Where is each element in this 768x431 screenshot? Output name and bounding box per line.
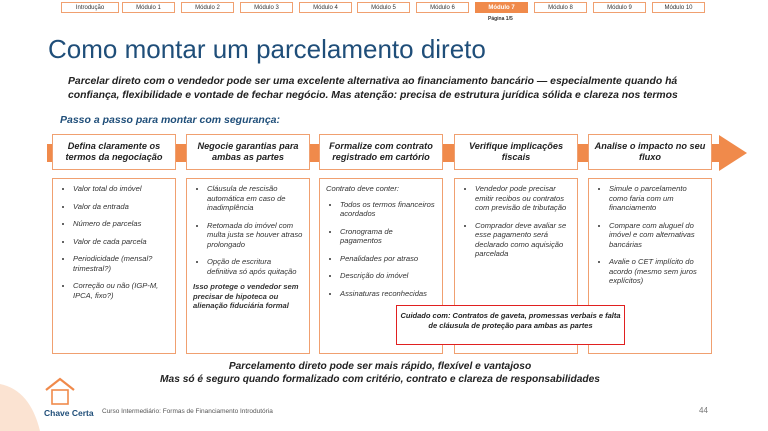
footer-decoration — [0, 370, 100, 431]
list-item: • Opção de escritura definitiva só após quitação — [207, 257, 303, 276]
tab-introducao[interactable]: Introdução — [61, 2, 119, 13]
house-icon — [46, 379, 74, 390]
warning-callout: Cuidado com: Contratos de gaveta, promessas verbais e falta de cláusula de proteção para ambas as partes — [396, 305, 625, 345]
list-item: • Retomada do imóvel com multa justa se houver atraso prolongado — [207, 221, 303, 250]
list-item: • Correção ou não (IGP-M, IPCA, fixo?) — [73, 281, 169, 300]
step-2-details — [186, 178, 310, 354]
list-item: • Simule o parcelamento como faria com um financiamento — [609, 184, 705, 213]
list-item: • Todos os termos financeiros acordados — [340, 200, 436, 219]
list-item: • Vendedor pode precisar emitir recibos ou contratos com previsão de tributação — [475, 184, 571, 213]
tab-modulo-2[interactable]: Módulo 2 — [181, 2, 234, 13]
tab-modulo-6[interactable]: Módulo 6 — [416, 2, 469, 13]
list-item: • Compare com aluguel do imóvel e com alternativas bancárias — [609, 221, 705, 250]
list-item: • Assinaturas reconhecidas — [340, 289, 436, 299]
step-3-title: Formalize com contrato registrado em cartório — [319, 134, 443, 170]
list-item: • Comprador deve avaliar se esse pagamento será declarado como aquisição parcelada — [475, 221, 571, 259]
list-item: • Penalidades por atraso — [340, 254, 436, 264]
intro-text: Parcelar direto com o vendedor pode ser uma excelente alternativa ao financiamento bancário — especialmente quando há confiança, flexibilidade e vontade de fechar negócio. Mas atenção: precisa de estrutura jurídica sólida e clareza nos termos — [68, 76, 678, 101]
list-item: • Periodicidade (mensal? trimestral?) — [73, 254, 169, 273]
step-1-details — [52, 178, 176, 354]
list-item: • Cronograma de pagamentos — [340, 227, 436, 246]
list-item: • Valor de cada parcela — [73, 237, 169, 247]
steps-subheading: Passo a passo para montar com segurança: — [60, 114, 281, 126]
step-2-title: Negocie garantias para ambas as partes — [186, 134, 310, 170]
step-4-title: Verifique implicações fiscais — [454, 134, 578, 170]
tab-modulo-8[interactable]: Módulo 8 — [534, 2, 587, 13]
conclusion — [100, 360, 660, 386]
logo: Chave Certa — [44, 408, 94, 418]
module-nav — [0, 2, 768, 14]
page-number: 44 — [699, 406, 708, 415]
page-title: Como montar um parcelamento direto — [48, 34, 486, 64]
page-indicator: Página 1/5 — [488, 16, 513, 22]
tab-modulo-1[interactable]: Módulo 1 — [122, 2, 175, 13]
tab-modulo-5[interactable]: Módulo 5 — [357, 2, 410, 13]
footer-course: Curso Intermediário: Formas de Financiamento Introdutória — [102, 408, 273, 415]
tab-modulo-10[interactable]: Módulo 10 — [652, 2, 705, 13]
tab-modulo-9[interactable]: Módulo 9 — [593, 2, 646, 13]
list-item: • Avalie o CET implícito do acordo (mesmo sem juros explícitos) — [609, 257, 705, 286]
tab-modulo-4[interactable]: Módulo 4 — [299, 2, 352, 13]
tab-modulo-7[interactable]: Módulo 7 — [475, 2, 528, 13]
tab-modulo-3[interactable]: Módulo 3 — [240, 2, 293, 13]
conclusion-line-2: Mas só é seguro quando formalizado com critério, contrato e clareza de responsabilidades — [160, 374, 600, 385]
step-2-note: Isso protege o vendedor sem precisar de hipoteca ou alienação fiduciária formal — [193, 282, 299, 310]
list-item: • Cláusula de rescisão automática em caso de inadimplência — [207, 184, 303, 213]
conclusion-line-1: Parcelamento direto pode ser mais rápido, flexível e vantajoso — [228, 361, 532, 372]
list-item: • Número de parcelas — [73, 219, 169, 229]
step-1-title: Defina claramente os termos da negociação — [52, 134, 176, 170]
list-item: • Valor total do imóvel — [73, 184, 169, 194]
list-item: • Valor da entrada — [73, 202, 169, 212]
step-5-title: Analise o impacto no seu fluxo — [588, 134, 712, 170]
list-item: • Descrição do imóvel — [340, 271, 436, 281]
step-3-lead: Contrato deve conter: — [326, 184, 400, 193]
